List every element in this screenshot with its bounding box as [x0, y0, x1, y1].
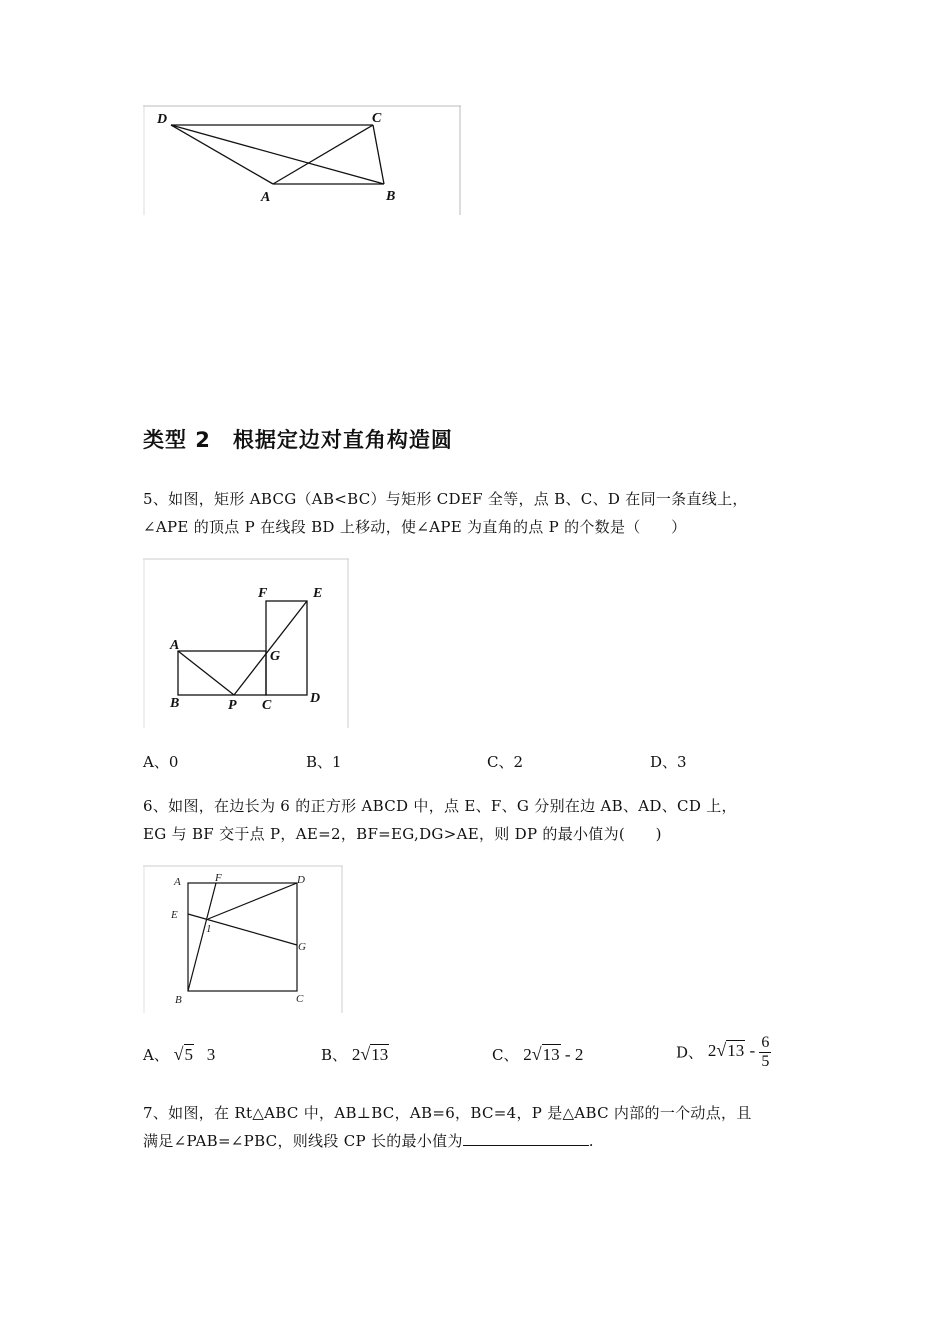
q5-option-a-key: A、 — [143, 753, 169, 771]
figure-dcab-svg — [143, 105, 461, 215]
question-5 — [143, 485, 823, 541]
q5-option-b-value: 1 — [332, 753, 342, 771]
q5-option-d-value: 3 — [677, 753, 687, 771]
answer-blank[interactable] — [463, 1127, 589, 1146]
q6-label-d: D — [297, 874, 305, 886]
q7-line1: 7、如图，在 Rt△ABC 中，AB⊥BC，AB=6，BC=4，P 是△ABC 内部的一个动点，且 — [143, 1104, 752, 1122]
q6-label-g: G — [298, 941, 306, 953]
figure-q5-svg — [143, 558, 349, 728]
q6-option-b-coef: 2 — [351, 1045, 361, 1064]
fraction-numerator: 6 — [761, 1034, 770, 1051]
q5-option-b-key: B、 — [306, 753, 333, 771]
q6-option-a — [143, 1042, 215, 1067]
label-c: C — [372, 111, 382, 126]
q5-option-d-key: D、 — [650, 753, 678, 771]
question-7 — [143, 1099, 823, 1155]
q5-option-d — [650, 750, 687, 774]
q6-option-a-key: A、 — [143, 1046, 169, 1064]
q6-option-a-tail: 3 — [206, 1045, 216, 1064]
q6-label-p: 1 — [206, 923, 212, 935]
figure-q6-svg — [143, 865, 343, 1013]
q6-option-b-math — [352, 1045, 389, 1064]
q6-option-d — [676, 1034, 771, 1071]
q5-line1: 5、如图，矩形 ABCG（AB<BC）与矩形 CDEF 全等，点 B、C、D 在同一条直线上， — [143, 490, 748, 508]
fraction — [759, 1034, 771, 1071]
figure-dcab — [143, 105, 461, 215]
q5-label-p: P — [228, 698, 237, 713]
sqrt-symbol: √13 — [531, 1044, 560, 1064]
q5-option-c-value: 2 — [513, 753, 524, 771]
figure-q6 — [143, 865, 343, 1013]
section-title: 类型 2 根据定边对直角构造圆 — [143, 428, 453, 452]
q6-option-d-minus: - — [745, 1041, 760, 1061]
q6-label-b: B — [175, 994, 182, 1006]
q6-option-d-key: D、 — [676, 1043, 704, 1062]
q6-label-a: A — [174, 876, 181, 888]
q5-line2: ∠APE 的顶点 P 在线段 BD 上移动，使∠APE 为直角的点 P 的个数是（ ） — [143, 518, 687, 536]
q5-option-a-value: 0 — [168, 753, 179, 771]
q6-label-e: E — [171, 909, 178, 921]
question-6 — [143, 792, 823, 848]
q7-line2-text: 满足∠PAB=∠PBC，则线段 CP 长的最小值为 — [143, 1132, 463, 1150]
q5-label-c: C — [262, 698, 272, 713]
q6-option-c-math — [523, 1045, 583, 1064]
q5-label-e: E — [313, 586, 323, 601]
q5-label-b: B — [170, 696, 180, 711]
q6-option-c — [492, 1042, 583, 1067]
q6-label-c: C — [296, 993, 304, 1005]
q6-option-b-key: B、 — [321, 1046, 348, 1064]
q5-label-d: D — [310, 691, 321, 706]
q7-line2 — [143, 1127, 823, 1155]
label-a: A — [261, 190, 271, 205]
q6-option-d-radicand: 13 — [727, 1041, 745, 1061]
q5-option-a — [143, 750, 178, 774]
q6-line2: EG 与 BF 交于点 P，AE=2，BF=EG,DG>AE，则 DP 的最小值为( ) — [143, 825, 662, 843]
q6-option-b-radicand: 13 — [371, 1045, 389, 1064]
q5-label-a: A — [170, 638, 180, 653]
q6-option-d-coef: 2 — [707, 1041, 717, 1061]
q6-line1: 6、如图，在边长为 6 的正方形 ABCD 中，点 E、F、G 分别在边 AB、AD、CD 上， — [143, 797, 737, 815]
q6-option-c-key: C、 — [492, 1046, 519, 1064]
q5-option-c — [487, 750, 523, 774]
q6-option-d-math — [707, 1034, 772, 1070]
q6-option-b — [321, 1042, 389, 1067]
q6-label-f: F — [215, 872, 222, 884]
q6-option-c-coef: 2 — [523, 1045, 532, 1064]
fraction-denominator: 5 — [761, 1053, 770, 1070]
label-d: D — [157, 112, 168, 127]
label-b: B — [386, 189, 396, 204]
sqrt-symbol: √13 — [716, 1040, 745, 1061]
q6-option-a-math — [174, 1045, 216, 1064]
figure-q5 — [143, 558, 349, 728]
q6-option-a-radicand: 5 — [184, 1045, 194, 1064]
sqrt-symbol: √13 — [360, 1044, 389, 1064]
sqrt-symbol: √5 — [173, 1044, 194, 1064]
q7-line2-period: . — [588, 1132, 594, 1150]
q6-option-c-radicand: 13 — [542, 1045, 560, 1064]
q5-option-c-key: C、 — [487, 753, 514, 771]
q6-option-c-tail: - 2 — [560, 1045, 584, 1064]
q5-option-b — [306, 750, 342, 774]
q5-label-f: F — [258, 586, 268, 601]
q5-label-g: G — [270, 649, 281, 664]
